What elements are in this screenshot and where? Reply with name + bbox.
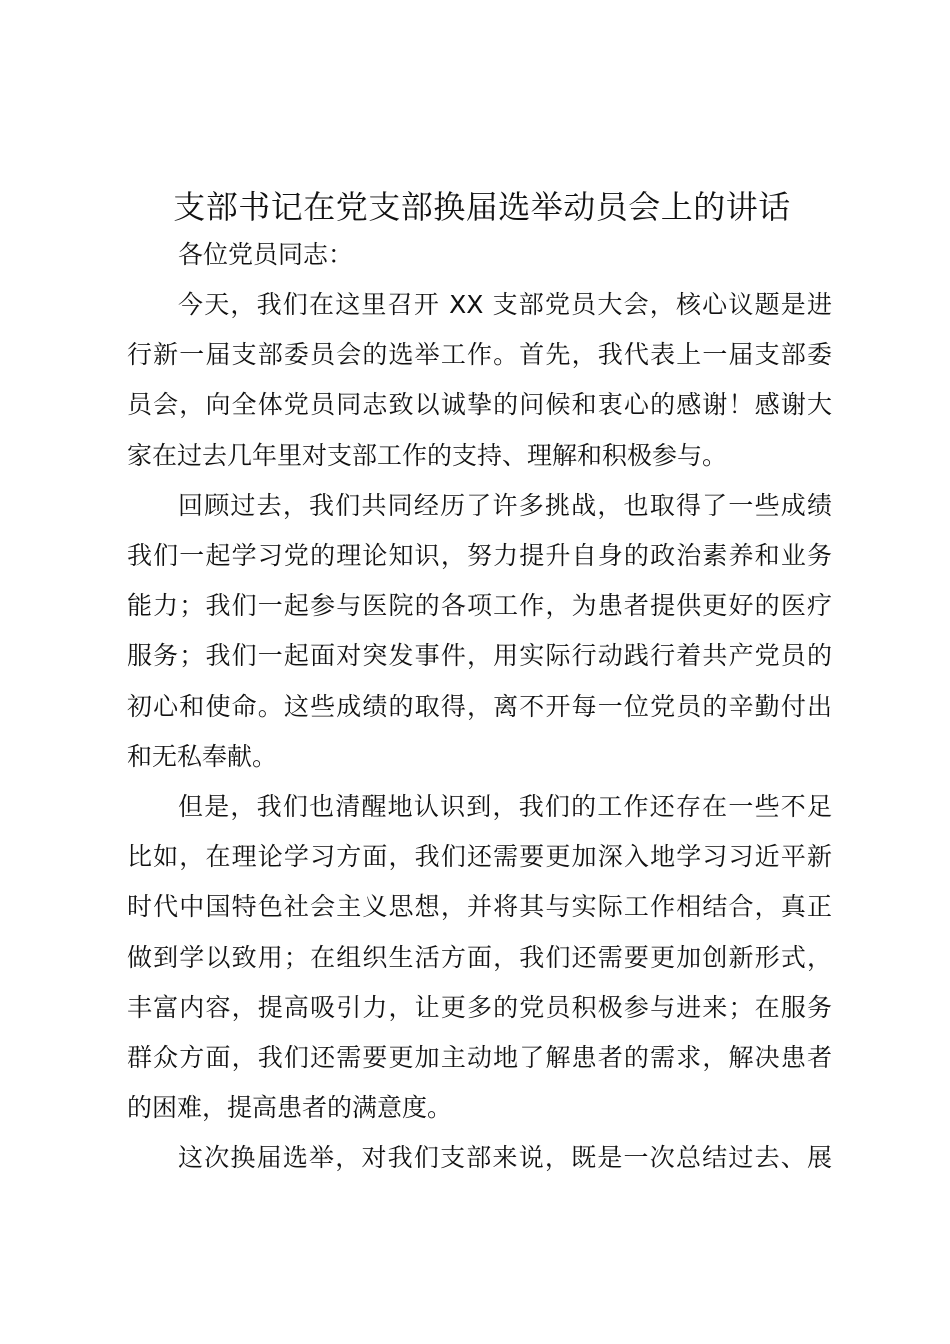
paragraph-opening — [127, 280, 832, 481]
text-line: 做到学以致用；在组织生活方面，我们还需要更加创新形式， — [127, 942, 832, 972]
text-line: 服务；我们一起面对突发事件，用实际行动践行着共产党员的 — [127, 641, 832, 671]
text-line: 初心和使命。这些成绩的取得，离不开每一位党员的辛勤付出 — [127, 691, 832, 721]
paragraph-shortcomings — [127, 782, 832, 1133]
text-line: 这次换届选举，对我们支部来说，既是一次总结过去、展 — [178, 1143, 832, 1173]
text-line: 比如，在理论学习方面，我们还需要更加深入地学习习近平新 — [127, 842, 832, 872]
text-line: 但是，我们也清醒地认识到，我们的工作还存在一些不足 — [178, 792, 832, 822]
salutation: 各位党员同志： — [178, 240, 354, 269]
document-body — [127, 280, 832, 1184]
text-line: 行新一届支部委员会的选举工作。首先，我代表上一届支部委 — [127, 340, 832, 370]
text-line: 我们一起学习党的理论知识，努力提升自身的政治素养和业务 — [127, 541, 832, 571]
text-line: 回顾过去，我们共同经历了许多挑战，也取得了一些成绩 — [178, 490, 832, 520]
text-line: 员会，向全体党员同志致以诚挚的问候和衷心的感谢！感谢大 — [127, 390, 832, 420]
paragraph-review — [127, 481, 832, 782]
text-line: 能力；我们一起参与医院的各项工作，为患者提供更好的医疗 — [127, 591, 832, 621]
text-line: 的困难，提高患者的满意度。 — [127, 1093, 453, 1123]
text-line: 今天，我们在这里召开 XX 支部党员大会，核心议题是进 — [178, 290, 832, 319]
text-line: 丰富内容，提高吸引力，让更多的党员积极参与进来；在服务 — [127, 992, 832, 1022]
text-line: 群众方面，我们还需要更加主动地了解患者的需求，解决患者 — [127, 1043, 832, 1073]
text-line: 时代中国特色社会主义思想，并将其与实际工作相结合，真正 — [127, 892, 832, 922]
text-line: 和无私奉献。 — [127, 741, 278, 771]
document-title: 支部书记在党支部换届选举动员会上的讲话 — [173, 188, 791, 226]
text-line: 家在过去几年里对支部工作的支持、理解和积极参与。 — [127, 440, 728, 470]
paragraph-election — [127, 1133, 832, 1183]
